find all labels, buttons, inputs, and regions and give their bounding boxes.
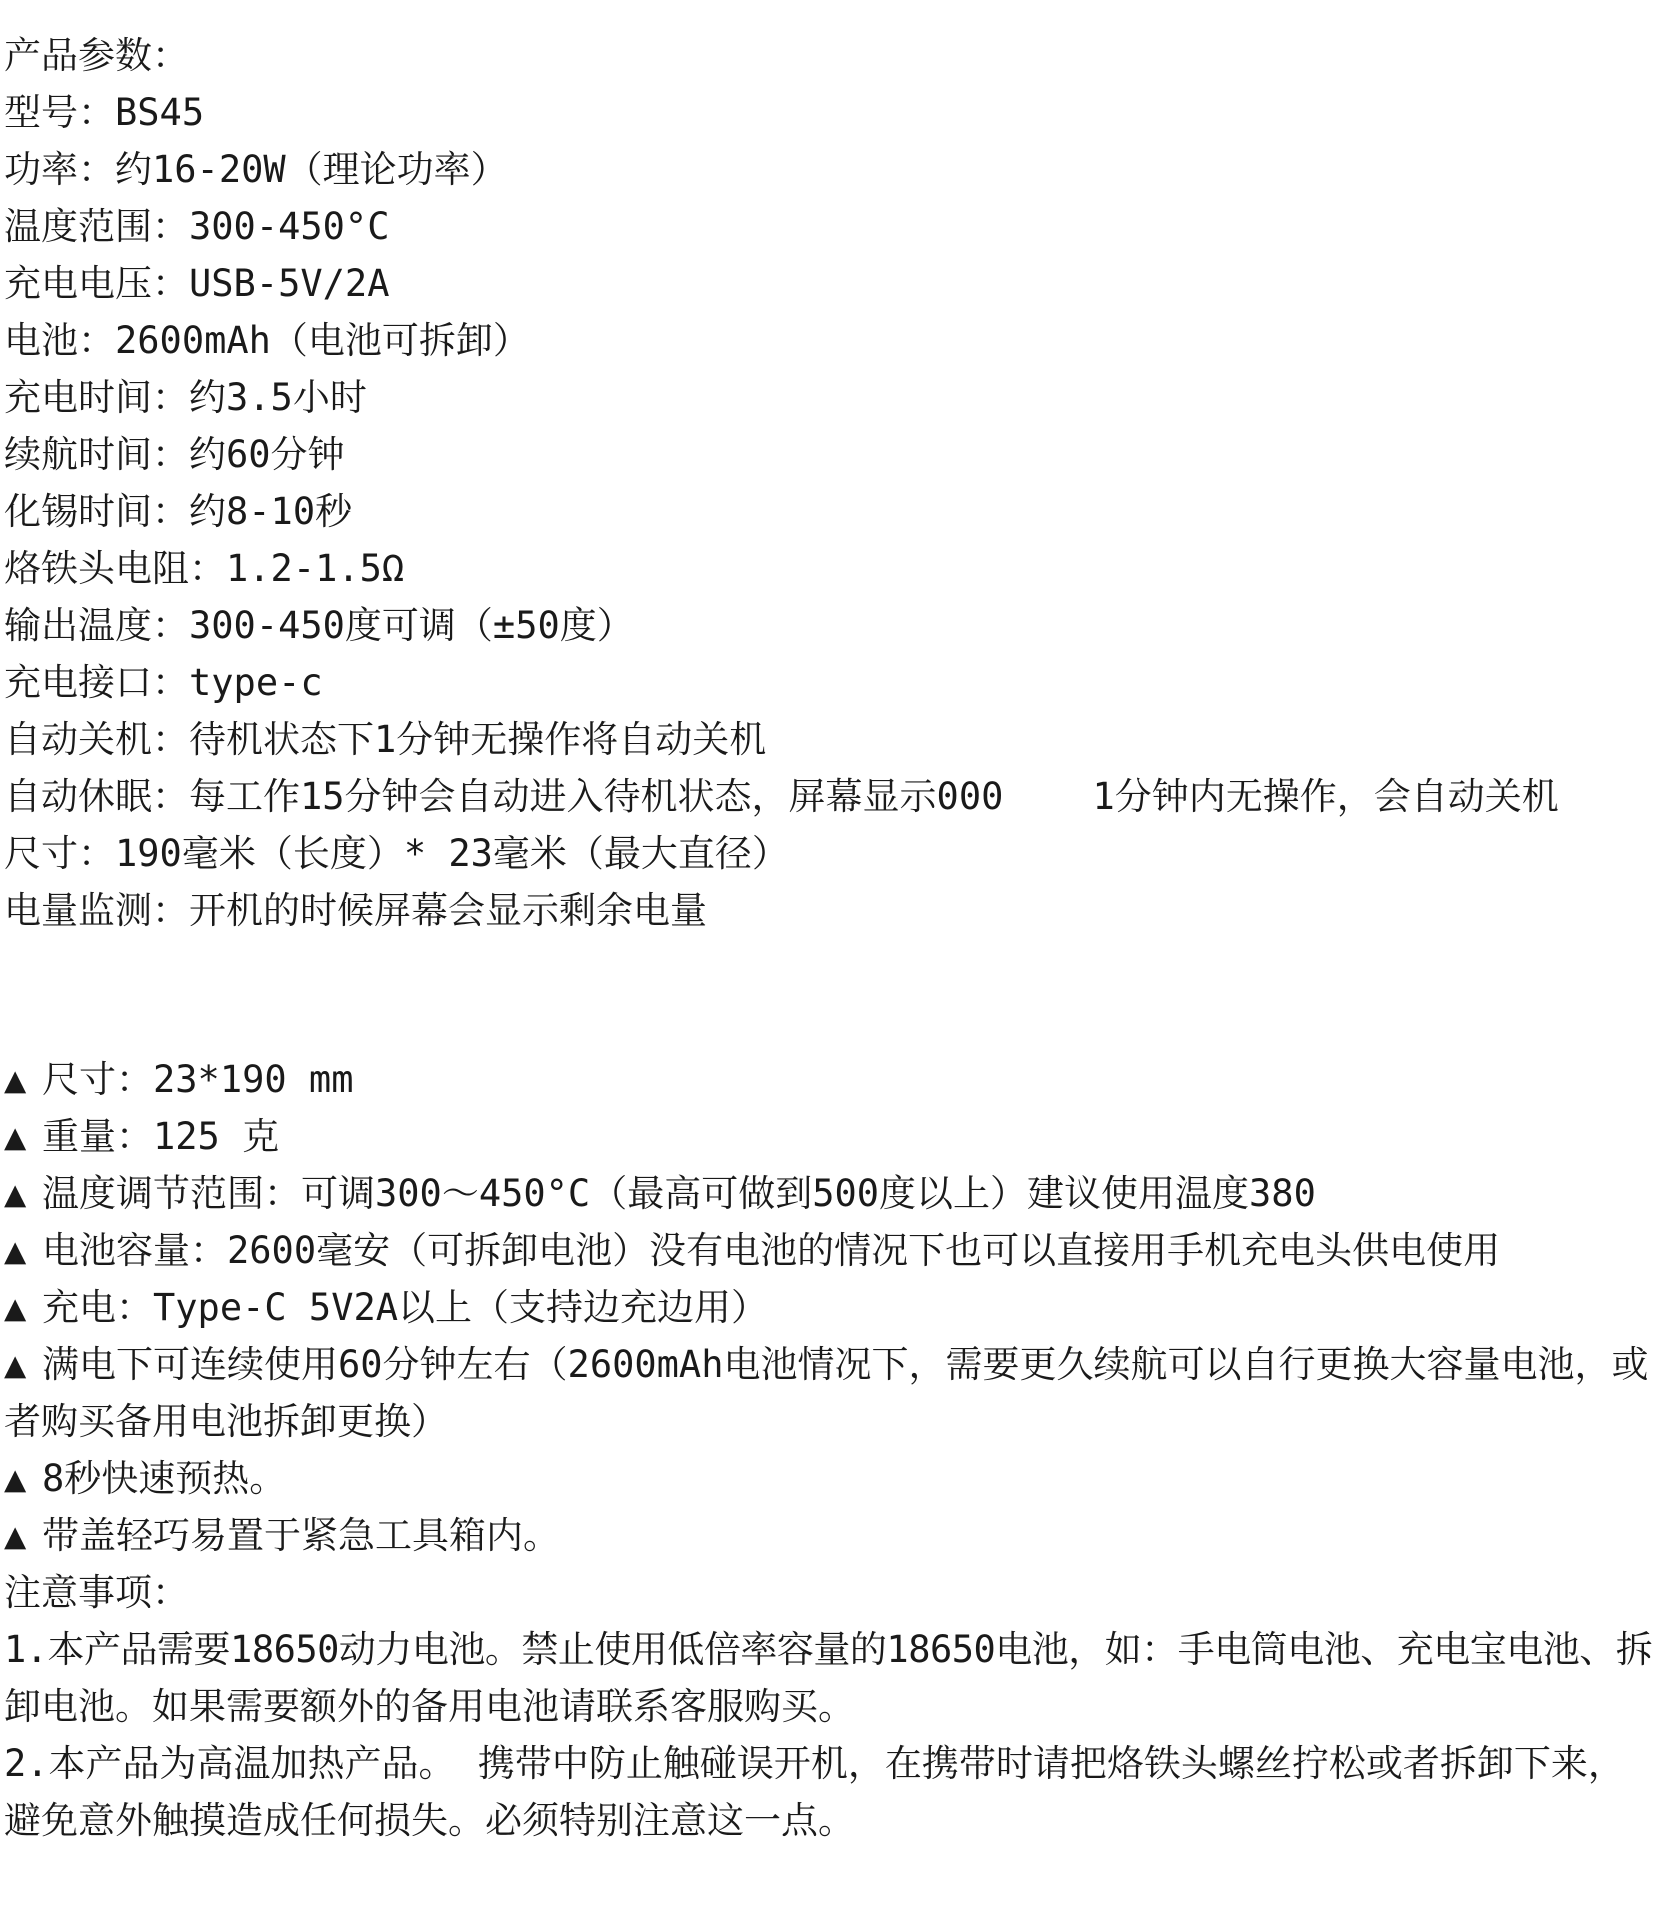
feature-item: ▲ 充电：Type-C 5V2A以上（支持边充边用）	[4, 1279, 1665, 1336]
param-melt-time: 化锡时间：约8-10秒	[4, 490, 353, 533]
param-charge-voltage: 充电电压：USB-5V/2A	[4, 262, 390, 305]
param-charge-time: 充电时间：约3.5小时	[4, 376, 367, 419]
triangle-bullet-icon: ▲	[4, 1058, 27, 1101]
param-output-temp: 输出温度：300-450度可调（±50度）	[4, 604, 634, 647]
triangle-bullet-icon: ▲	[4, 1115, 27, 1158]
param-size: 尺寸：190毫米（长度）* 23毫米（最大直径）	[4, 832, 789, 875]
triangle-bullet-icon: ▲	[4, 1229, 27, 1272]
feature-item: ▲ 尺寸：23*190 mm	[4, 1051, 1665, 1108]
feature-item: ▲ 温度调节范围：可调300～450°C（最高可做到500度以上）建议使用温度380	[4, 1165, 1665, 1222]
param-battery-monitor: 电量监测：开机的时候屏幕会显示剩余电量	[4, 889, 707, 932]
param-runtime: 续航时间：约60分钟	[4, 433, 345, 476]
note-line: 避免意外触摸造成任何损失。必须特别注意这一点。	[4, 1799, 855, 1842]
param-battery: 电池：2600mAh（电池可拆卸）	[4, 319, 530, 362]
triangle-bullet-icon: ▲	[4, 1514, 27, 1557]
param-charge-port: 充电接口：type-c	[4, 661, 323, 704]
param-power: 功率：约16-20W（理论功率）	[4, 148, 508, 191]
features-section	[4, 1051, 1665, 1849]
note-line: 1.本产品需要18650动力电池。禁止使用低倍率容量的18650电池，如：手电筒电池、充电宝电池、拆	[4, 1628, 1653, 1671]
feature-item-continuation: 者购买备用电池拆卸更换）	[4, 1400, 448, 1443]
note-line: 2.本产品为高温加热产品。 携带中防止触碰误开机，在携带时请把烙铁头螺丝拧松或者拆卸下来，	[4, 1742, 1625, 1785]
feature-item: ▲ 8秒快速预热。	[4, 1450, 1665, 1507]
product-params-section	[4, 27, 1665, 939]
param-model: 型号：BS45	[4, 91, 205, 134]
feature-item: ▲ 电池容量：2600毫安（可拆卸电池）没有电池的情况下也可以直接用手机充电头供电使用	[4, 1222, 1665, 1279]
triangle-bullet-icon: ▲	[4, 1286, 27, 1329]
param-temp-range: 温度范围：300-450°C	[4, 205, 390, 248]
param-auto-off: 自动关机：待机状态下1分钟无操作将自动关机	[4, 718, 767, 761]
triangle-bullet-icon: ▲	[4, 1172, 27, 1215]
triangle-bullet-icon: ▲	[4, 1457, 27, 1500]
notes-heading: 注意事项：	[4, 1571, 189, 1614]
feature-item: ▲ 满电下可连续使用60分钟左右（2600mAh电池情况下，需要更久续航可以自行更换大容量电池，或	[4, 1336, 1665, 1393]
param-auto-sleep: 自动休眠：每工作15分钟会自动进入待机状态，屏幕显示000 1分钟内无操作，会自动关机	[4, 775, 1559, 818]
param-tip-resistance: 烙铁头电阻：1.2-1.5Ω	[4, 547, 405, 590]
triangle-bullet-icon: ▲	[4, 1343, 27, 1386]
feature-item: ▲ 带盖轻巧易置于紧急工具箱内。	[4, 1507, 1665, 1564]
note-line: 卸电池。如果需要额外的备用电池请联系客服购买。	[4, 1685, 855, 1728]
feature-item: ▲ 重量：125 克	[4, 1108, 1665, 1165]
params-heading: 产品参数：	[4, 34, 189, 77]
